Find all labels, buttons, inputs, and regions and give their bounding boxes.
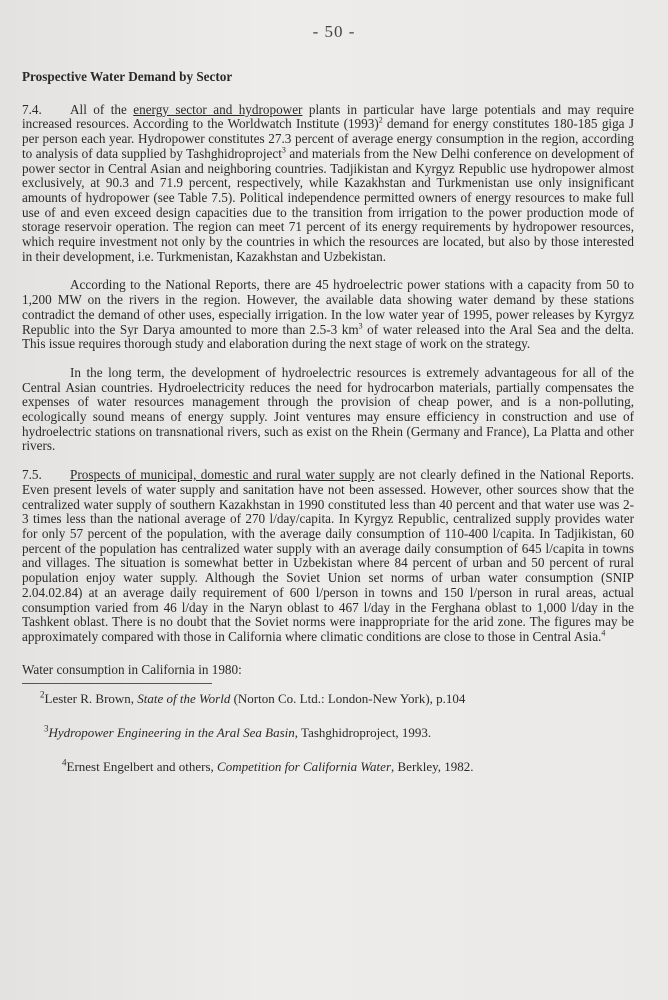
paragraph-number: 7.5.: [22, 467, 42, 483]
paragraph-hydro-stations: According to the National Reports, there are 45 hydroelectric power stations with a capacity from 50 to 1,200 MW on the rivers in the region. However, the available data showing water demand by these stations contradict the demand of other uses, especially irrigation. In the low water year of 1995, power releases by Kyrgyz Republic into the Syr Darya amounted to more than 2.5-3 $km^3$ of water released into the Aral Sea and the delta. This issue requires thorough study and elaboration during the next stage of work on the strategy.: [22, 277, 634, 352]
footnote-3: $^3$Hydropower Engineering in the Aral Sea Basin, Tashghidroproject, 1993.: [44, 723, 432, 741]
superscript: 3: [358, 321, 363, 331]
section-heading: Prospective Water Demand by Sector: [22, 69, 233, 84]
paragraph-7-4: 7.4. All of the energy sector and hydropower plants in particular have large potentials and may require increased resources. According to the Worldwatch Institute $(1993)^2$ demand for energy constitutes 180-185 giga J per person each year. Hydropower constitutes 27.3 percent of average energy consumption in the region, according to analysis of data supplied by Tashghidroproject$^3$ and materials from the New Delhi conference on development of power sector in Central Asian and neighboring countries. Tadjikistan and Kyrgyz Republic use hydropower almost exclusively, at 90.3 and 71.9 percent, respectively, while Kazakhstan and Turkmenistan use only insignificant amounts of hydropower (see Table 7.5). Political independence permitted owners of energy resources to make full use of and even exceed design capacities due to the transition from irrigation to the power production mode of storage reservoir operation. The region can meet 71 percent of its energy requirements by hydropower resources, which require investment not only by the countries in which the resources are located, but also by those interested in their development, i.e. Turkmenistan, Kazakhstan and Uzbekistan.: [22, 101, 634, 264]
underlined-topic: Prospects of municipal, domestic and rural water supply: [70, 467, 375, 483]
paragraph-long-term: In the long term, the development of hydroelectric resources is extremely advantageous for all of the Central Asian countries. Hydroelectricity reduces the need for hydrocarbon materials, partially compensates the expenses of water resources management through the provision of cheap power, and is a non-polluting, ecologically sound means of energy supply. Joint ventures may ensure efficiency in construction and use of hydroelectric stations on transnational rivers, such as exist on the Rhein (Germany and France), La Platta and other rivers.: [22, 364, 634, 454]
paragraph-7-5: 7.5. Prospects of municipal, domestic and rural water supply are not clearly defined in the National Reports. Even present levels of water supply and sanitation have not been assessed. However, other sources show that the centralized water supply of southern Kazakhstan in 1990 constituted less than 40 percent and that water use was 2-3 times less than the national average of 270 l/day/capita. In Kyrgyz Republic, centralized supply provides water for only 57 percent of the population, with the average daily consumption of 110-400 l/capita. In Tadjikistan, 60 percent of the population has centralized water supply with an average daily consumption of 645 l/capita in towns and villages. The situation is somewhat better in Uzbekistan where 84 percent of urban and 50 percent of rural population enjoy water supply. Although the Soviet Union set norms of urban water consumption (SNIP 2.04.02.84) at an average daily requirement of 600 l/person in towns and 150 l/person in rural areas, actual consumption varied from 46 l/day in the Naryn oblast to 467 l/day in the Ferghana oblast to 1,000 l/day in the Tashkent oblast. There is no doubt that the Soviet norms were inappropriate for the arid zone. The figures may be approximately compared with those in California where climatic conditions are close to those in Central Asia.$^4$: [22, 467, 634, 644]
california-label: Water consumption in California in 1980:: [22, 661, 242, 677]
paragraph-number: 7.4.: [22, 101, 42, 117]
footnote-2: $^2$Lester R. Brown, State of the World (Norton Co. Ltd.: London-New York), p.104: [40, 689, 466, 707]
page-content: [22, 70, 634, 793]
footnote-divider: [22, 683, 212, 684]
footnote-ref: 4: [601, 628, 606, 638]
underlined-topic: energy sector and hydropower: [133, 101, 303, 117]
footnote-ref: 3: [281, 145, 286, 155]
page-number: - 50 -: [312, 22, 356, 41]
footnote-ref: 2: [378, 116, 383, 126]
footnote-4: $^4$Ernest Engelbert and others, Competition for California Water, Berkley, 1982.: [62, 757, 474, 774]
